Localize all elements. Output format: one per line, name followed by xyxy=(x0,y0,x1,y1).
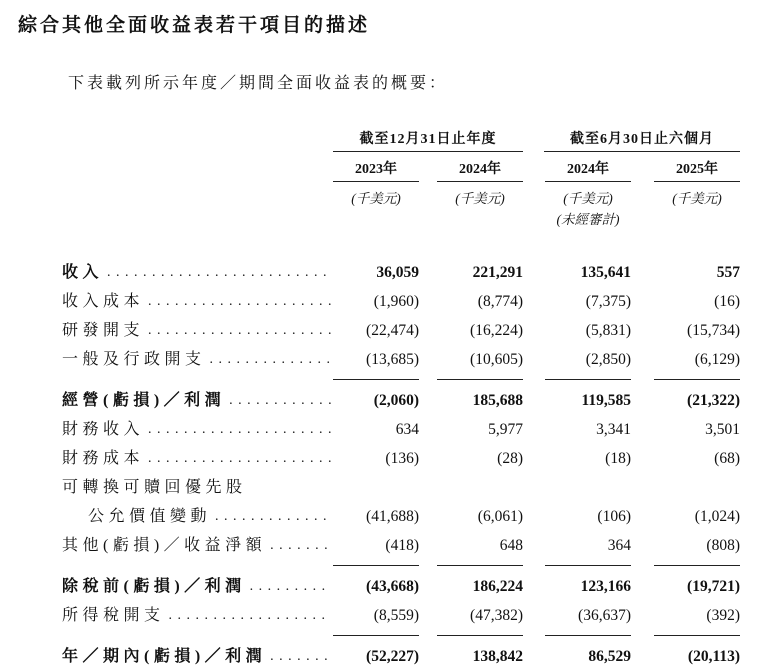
rule-cell xyxy=(631,374,740,386)
empty-header-cell xyxy=(62,128,333,152)
cell-value: (808) xyxy=(706,537,740,554)
cell-value: (2,850) xyxy=(585,351,631,368)
cell-value: (8,774) xyxy=(477,293,523,310)
cell-value: (6,061) xyxy=(477,508,523,525)
cell-value: (13,685) xyxy=(366,351,419,368)
subtotal-rule-row xyxy=(62,374,740,386)
column-group-year-ended-dec31 xyxy=(333,128,523,152)
single-rule xyxy=(654,379,740,380)
single-rule xyxy=(437,635,523,636)
cell-value: (392) xyxy=(706,607,740,624)
table-row xyxy=(62,642,740,671)
value-cell xyxy=(523,444,631,473)
year-header-2024-interim: 2024年 xyxy=(545,152,631,182)
cell-value: 5,977 xyxy=(488,421,523,438)
unit-label: (千美元) xyxy=(672,191,722,206)
dot-leader xyxy=(210,345,331,374)
audit-note xyxy=(333,207,419,208)
value-cell xyxy=(631,502,740,531)
dot-leader xyxy=(270,642,331,671)
single-rule xyxy=(437,565,523,566)
dot-leader xyxy=(215,502,331,531)
column-group-header-row xyxy=(62,128,740,152)
cell-value: (1,960) xyxy=(373,293,419,310)
value-cell xyxy=(419,415,523,444)
value-cell xyxy=(333,287,419,316)
single-rule xyxy=(333,565,419,566)
cell-value: (22,474) xyxy=(366,322,419,339)
value-cell xyxy=(523,386,631,415)
cell-value: (1,024) xyxy=(694,508,740,525)
year-header-2024: 2024年 xyxy=(437,152,523,182)
cell-value: (10,605) xyxy=(470,351,523,368)
value-cell xyxy=(419,345,523,374)
value-cell xyxy=(631,345,740,374)
table-row xyxy=(62,601,740,630)
row-label-cell xyxy=(62,642,333,671)
row-label: 財務收入 xyxy=(62,421,145,438)
rule-cell xyxy=(523,630,631,642)
table-row xyxy=(62,258,740,287)
value-cell xyxy=(419,473,523,502)
dot-leader xyxy=(270,531,331,560)
cell-value: (8,559) xyxy=(373,607,419,624)
row-label: 其他(虧損)／收益淨額 xyxy=(62,537,267,554)
value-cell xyxy=(523,258,631,287)
value-cell xyxy=(631,386,740,415)
rule-cell xyxy=(419,374,523,386)
empty-header-cell xyxy=(62,207,333,228)
cell-value: (43,668) xyxy=(366,578,419,595)
row-label: 一般及行政開支 xyxy=(62,351,206,368)
cell-value: 221,291 xyxy=(472,264,523,281)
single-rule xyxy=(333,635,419,636)
value-cell xyxy=(631,473,740,502)
dot-leader xyxy=(148,415,331,444)
cell-value: (52,227) xyxy=(366,648,419,665)
cell-value: (68) xyxy=(714,450,740,467)
cell-value: (7,375) xyxy=(585,293,631,310)
rule-cell xyxy=(333,374,419,386)
rule-cell xyxy=(631,560,740,572)
dot-leader xyxy=(107,258,331,287)
audit-note-unaudited: (未經審計) xyxy=(556,212,620,227)
cell-value: (2,060) xyxy=(373,392,419,409)
year-header-row xyxy=(62,152,740,182)
row-label: 年／期內(虧損)／利潤 xyxy=(62,648,267,665)
table-row xyxy=(62,345,740,374)
value-cell xyxy=(419,444,523,473)
cell-value: 86,529 xyxy=(588,648,631,665)
cell-value: (136) xyxy=(385,450,419,467)
value-cell xyxy=(419,531,523,560)
row-label-cell xyxy=(62,473,333,502)
cell-value: 3,341 xyxy=(596,421,631,438)
value-cell xyxy=(419,287,523,316)
row-label-cell xyxy=(62,531,333,560)
intro-text: 下表載列所示年度／期間全面收益表的概要： xyxy=(68,75,449,92)
row-label: 可轉換可贖回優先股 xyxy=(62,479,247,496)
value-cell xyxy=(333,502,419,531)
dot-leader xyxy=(250,572,331,601)
dot-leader xyxy=(148,287,331,316)
empty-cell xyxy=(62,374,333,386)
value-cell xyxy=(523,316,631,345)
row-label: 所得稅開支 xyxy=(62,607,165,624)
row-label-cell xyxy=(62,258,333,287)
value-cell xyxy=(631,531,740,560)
cell-value: (36,637) xyxy=(578,607,631,624)
value-cell xyxy=(419,502,523,531)
table-body xyxy=(62,258,740,671)
dot-leader xyxy=(148,444,331,473)
cell-value: (15,734) xyxy=(687,322,740,339)
row-label-cell xyxy=(62,572,333,601)
table-row xyxy=(62,444,740,473)
table-row xyxy=(62,287,740,316)
cell-value: (20,113) xyxy=(687,648,740,665)
cell-value: 36,059 xyxy=(376,264,419,281)
cell-value: (47,382) xyxy=(470,607,523,624)
single-rule xyxy=(545,635,631,636)
row-label-cell xyxy=(62,502,333,531)
value-cell xyxy=(631,601,740,630)
row-label: 收入成本 xyxy=(62,293,145,310)
row-label: 財務成本 xyxy=(62,450,145,467)
empty-cell xyxy=(62,560,333,572)
empty-header-cell xyxy=(62,182,333,207)
value-cell xyxy=(333,415,419,444)
empty-cell xyxy=(62,630,333,642)
row-label: 經營(虧損)／利潤 xyxy=(62,392,226,409)
value-cell xyxy=(523,502,631,531)
single-rule xyxy=(437,379,523,380)
table-row xyxy=(62,502,740,531)
row-label-cell xyxy=(62,287,333,316)
value-cell xyxy=(419,258,523,287)
value-cell xyxy=(523,287,631,316)
cell-value: (418) xyxy=(385,537,419,554)
audit-note-row xyxy=(62,207,740,228)
table-row xyxy=(62,316,740,345)
unit-label: (千美元) xyxy=(563,191,613,206)
cell-value: 185,688 xyxy=(472,392,523,409)
rule-cell xyxy=(419,630,523,642)
table-row xyxy=(62,572,740,601)
value-cell xyxy=(333,316,419,345)
value-cell xyxy=(333,473,419,502)
audit-note xyxy=(654,207,740,208)
rule-cell xyxy=(523,374,631,386)
row-label-cell xyxy=(62,415,333,444)
dot-leader xyxy=(169,601,331,630)
column-group-six-months-jun30 xyxy=(523,128,740,152)
value-cell xyxy=(523,642,631,671)
value-cell xyxy=(333,345,419,374)
cell-value: 364 xyxy=(607,537,631,554)
year-header-2023: 2023年 xyxy=(333,152,419,182)
cell-value: 123,166 xyxy=(580,578,631,595)
subtotal-rule-row xyxy=(62,630,740,642)
value-cell xyxy=(333,642,419,671)
cell-value: (19,721) xyxy=(687,578,740,595)
cell-value: 138,842 xyxy=(472,648,523,665)
table-row xyxy=(62,473,740,502)
cell-value: (41,688) xyxy=(366,508,419,525)
value-cell xyxy=(631,415,740,444)
cell-value: (16,224) xyxy=(470,322,523,339)
table-row xyxy=(62,531,740,560)
value-cell xyxy=(333,258,419,287)
cell-value: 119,585 xyxy=(581,392,631,409)
rule-cell xyxy=(333,560,419,572)
value-cell xyxy=(631,572,740,601)
cell-value: 3,501 xyxy=(705,421,740,438)
column-group-label: 截至6月30日止六個月 xyxy=(544,128,740,152)
dot-leader xyxy=(148,316,331,345)
value-cell xyxy=(631,287,740,316)
row-label: 除稅前(虧損)／利潤 xyxy=(62,578,246,595)
row-label-cell xyxy=(62,601,333,630)
year-header-2025: 2025年 xyxy=(654,152,740,182)
rule-cell xyxy=(419,560,523,572)
cell-value: (106) xyxy=(597,508,631,525)
cell-value: 648 xyxy=(499,537,523,554)
dot-leader xyxy=(229,386,331,415)
value-cell xyxy=(523,473,631,502)
unit-label: (千美元) xyxy=(351,191,401,206)
value-cell xyxy=(523,572,631,601)
value-cell xyxy=(333,572,419,601)
row-label-cell xyxy=(62,386,333,415)
column-group-label: 截至12月31日止年度 xyxy=(359,132,497,147)
value-cell xyxy=(523,345,631,374)
value-cell xyxy=(333,601,419,630)
row-label-cell xyxy=(62,316,333,345)
row-label-cell xyxy=(62,345,333,374)
value-cell xyxy=(523,601,631,630)
unit-label: (千美元) xyxy=(455,191,505,206)
row-label: 研發開支 xyxy=(62,322,145,339)
audit-note xyxy=(437,207,523,208)
value-cell xyxy=(419,316,523,345)
row-label: 收入 xyxy=(62,264,104,281)
row-label: 公允價值變動 xyxy=(88,508,212,525)
value-cell xyxy=(523,415,631,444)
cell-value: 186,224 xyxy=(472,578,523,595)
empty-header-cell xyxy=(62,152,333,182)
cell-value: 634 xyxy=(395,421,419,438)
value-cell xyxy=(333,531,419,560)
page-title: 綜合其他全面收益表若干項目的描述 xyxy=(18,15,371,36)
value-cell xyxy=(333,386,419,415)
single-rule xyxy=(654,565,740,566)
table-row xyxy=(62,415,740,444)
value-cell xyxy=(631,316,740,345)
cell-value: (5,831) xyxy=(585,322,631,339)
row-label-cell xyxy=(62,444,333,473)
cell-value: (21,322) xyxy=(687,392,740,409)
value-cell xyxy=(419,572,523,601)
value-cell xyxy=(631,444,740,473)
rule-cell xyxy=(333,630,419,642)
single-rule xyxy=(654,635,740,636)
cell-value: (6,129) xyxy=(694,351,740,368)
cell-value: 135,641 xyxy=(580,264,631,281)
cell-value: (16) xyxy=(714,293,740,310)
value-cell xyxy=(631,642,740,671)
unit-header-row xyxy=(62,182,740,207)
subtotal-rule-row xyxy=(62,560,740,572)
value-cell xyxy=(419,601,523,630)
rule-cell xyxy=(631,630,740,642)
rule-cell xyxy=(523,560,631,572)
single-rule xyxy=(333,379,419,380)
cell-value: (18) xyxy=(605,450,631,467)
value-cell xyxy=(419,386,523,415)
value-cell xyxy=(631,258,740,287)
table-row xyxy=(62,386,740,415)
value-cell xyxy=(333,444,419,473)
value-cell xyxy=(419,642,523,671)
cell-value: (28) xyxy=(497,450,523,467)
comprehensive-income-table xyxy=(62,128,740,671)
value-cell xyxy=(523,531,631,560)
single-rule xyxy=(545,379,631,380)
single-rule xyxy=(545,565,631,566)
cell-value: 557 xyxy=(716,264,740,281)
